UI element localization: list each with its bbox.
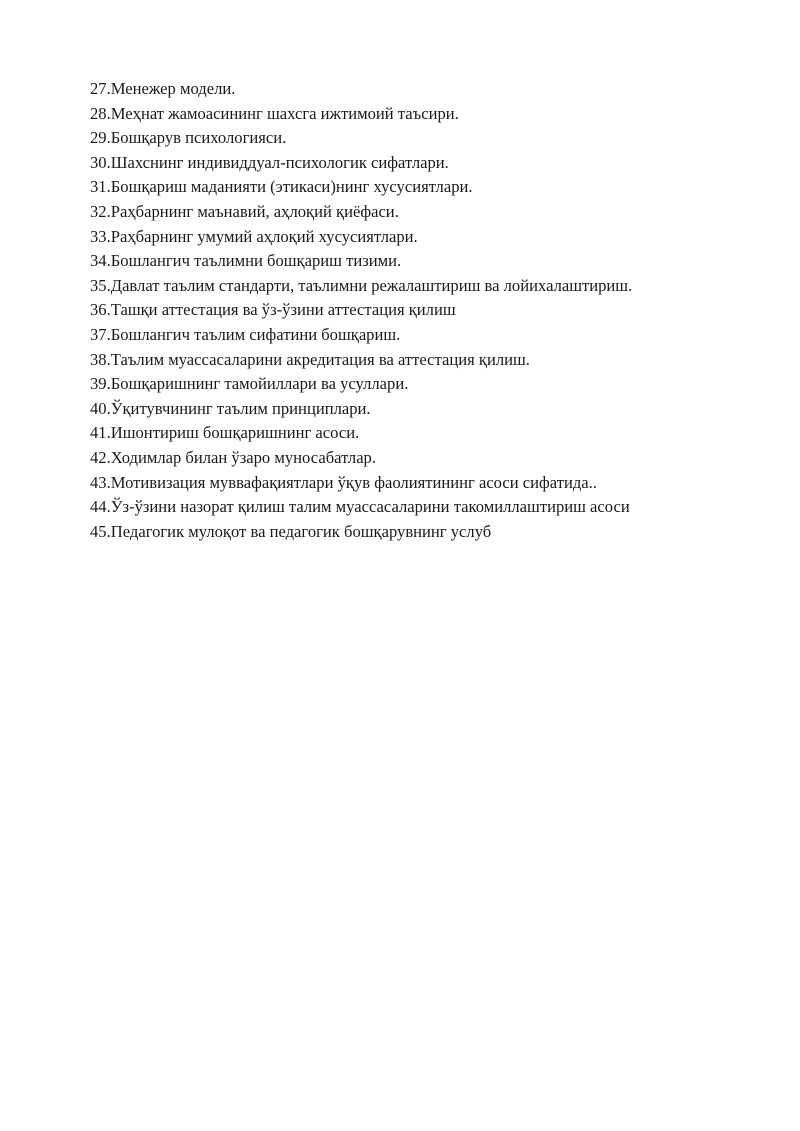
numbered-list xyxy=(90,77,632,544)
list-item xyxy=(90,446,632,471)
item-number: 28. xyxy=(90,103,111,123)
list-item xyxy=(90,102,632,127)
item-number: 41. xyxy=(90,423,111,443)
item-number: 40. xyxy=(90,398,111,418)
list-item xyxy=(90,520,632,545)
item-text: Давлат таълим стандарти, таълимни режалаштириш ва лойихалаштириш. xyxy=(110,275,633,295)
item-text: Менежер модели. xyxy=(110,79,236,98)
item-text: Бошқаришнинг тамойиллари ва усуллари. xyxy=(110,374,409,394)
item-number: 37. xyxy=(90,324,111,344)
list-item xyxy=(90,175,632,200)
list-item xyxy=(90,471,632,496)
item-number: 44. xyxy=(90,497,111,517)
item-number: 45. xyxy=(90,521,111,541)
list-item xyxy=(90,298,632,323)
item-text: Бошқариш маданияти (этикаси)нинг хусусиятлари. xyxy=(110,177,473,197)
item-text: Бошлангич таълим сифатини бошқариш. xyxy=(110,324,401,344)
item-number: 30. xyxy=(90,152,111,172)
list-item xyxy=(90,274,632,299)
item-text: Бошлангич таълимни бошқариш тизими. xyxy=(110,251,402,271)
item-number: 38. xyxy=(90,349,111,369)
list-item xyxy=(90,200,632,225)
item-text: Ўз-ўзини назорат қилиш талим муассасаларини такомиллаштириш асоси xyxy=(110,497,630,517)
item-number: 33. xyxy=(90,226,111,246)
item-number: 43. xyxy=(90,472,111,492)
item-text: Раҳбарнинг маънавий, аҳлоқий қиёфаси. xyxy=(110,201,399,221)
item-number: 42. xyxy=(90,447,111,467)
item-text: Таълим муассасаларини акредитация ва аттестация қилиш. xyxy=(110,349,530,369)
list-item xyxy=(90,77,632,102)
item-number: 31. xyxy=(90,177,111,197)
list-item xyxy=(90,397,632,422)
list-item xyxy=(90,249,632,274)
list-item xyxy=(90,225,632,250)
item-text: Шахснинг индивиддуал-психологик сифатлари. xyxy=(110,152,449,172)
item-number: 27. xyxy=(90,79,111,98)
item-number: 35. xyxy=(90,275,111,295)
item-number: 34. xyxy=(90,251,111,271)
item-number: 29. xyxy=(90,128,111,148)
list-item xyxy=(90,372,632,397)
item-text: Ходимлар билан ўзаро муносабатлар. xyxy=(110,447,377,467)
list-item xyxy=(90,323,632,348)
item-number: 39. xyxy=(90,374,111,394)
item-text: Раҳбарнинг умумий аҳлоқий хусусиятлари. xyxy=(110,226,418,246)
item-number: 32. xyxy=(90,201,111,221)
item-text: Ташқи аттестация ва ўз-ўзини аттестация қилиш xyxy=(110,300,456,320)
item-text: Педагогик мулоқот ва педагогик бошқарувнинг услуб xyxy=(110,521,492,541)
list-item xyxy=(90,126,632,151)
list-item xyxy=(90,421,632,446)
item-text: Ўқитувчининг таълим принциплари. xyxy=(110,398,371,418)
list-item xyxy=(90,151,632,176)
item-number: 36. xyxy=(90,300,111,320)
item-text: Бошқарув психологияси. xyxy=(110,128,287,148)
item-text: Мотивизация муввафақиятлари ўқув фаолиятининг асоси сифатида.. xyxy=(110,472,597,492)
item-text: Ишонтириш бошқаришнинг асоси. xyxy=(110,423,360,443)
list-item xyxy=(90,495,632,520)
item-text: Меҳнат жамоасининг шахсга ижтимоий таъсири. xyxy=(110,103,459,123)
list-item xyxy=(90,348,632,373)
